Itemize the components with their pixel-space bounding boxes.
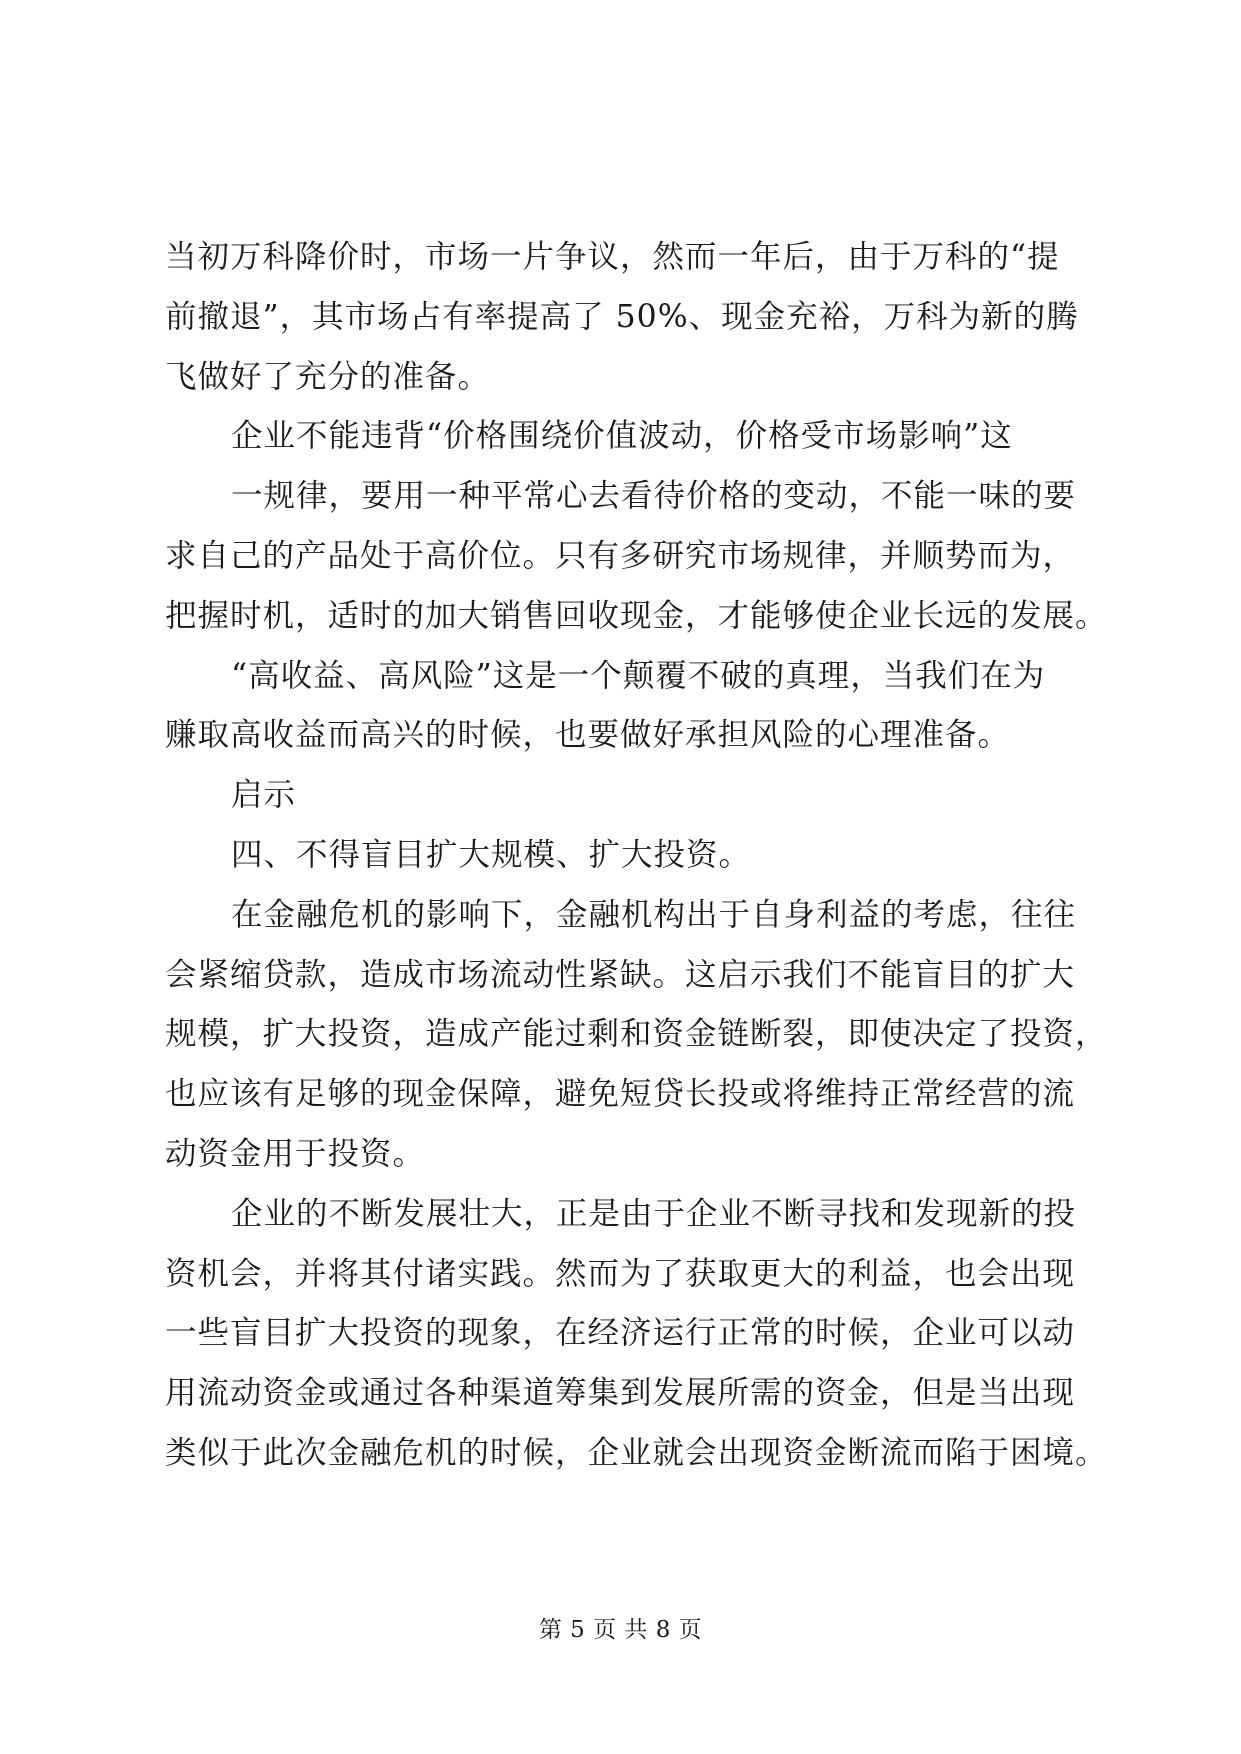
text-line: 飞做好了充分的准备。 — [165, 358, 491, 395]
text-line: 赚取高收益而高兴的时候，也要做好承担风险的心理准备。 — [165, 717, 1011, 754]
text-line: 规模，扩大投资，造成产能过剩和资金链断裂，即使决定了投资， — [165, 1016, 1108, 1053]
text-line: 用流动资金或通过各种渠道筹集到发展所需的资金，但是当出现 — [165, 1375, 1076, 1412]
text-line: 当初万科降价时，市场一片争议，然而一年后，由于万科的“提 — [165, 239, 1060, 275]
text-line: 前撤退”，其市场占有率提高了 50%、现金充裕，万科为新的腾 — [165, 298, 1079, 335]
text-line: 把握时机，适时的加大销售回收现金，才能够使企业长远的发展。 — [165, 597, 1108, 634]
document-body — [165, 228, 1108, 1484]
page-footer: 第 5 页 共 8 页 — [538, 1617, 703, 1643]
text-line: 企业不能违背“价格围绕价值波动，价格受市场影响”这 — [231, 418, 1013, 455]
text-line: “高收益、高风险”这是一个颠覆不破的真理，当我们在为 — [231, 657, 1046, 694]
text-line: 资机会，并将其付诸实践。然而为了获取更大的利益，也会出现 — [165, 1255, 1076, 1292]
text-line: 一些盲目扩大投资的现象，在经济运行正常的时候，企业可以动 — [165, 1315, 1076, 1352]
text-line: 动资金用于投资。 — [165, 1135, 426, 1172]
text-line: 启示 — [231, 777, 297, 814]
text-line: 一规律，要用一种平常心去看待价格的变动，不能一味的要 — [231, 478, 1077, 515]
text-line: 类似于此次金融危机的时候，企业就会出现资金断流而陷于困境。 — [165, 1434, 1108, 1471]
text-line: 在金融危机的影响下，金融机构出于自身利益的考虑，往往 — [231, 896, 1077, 933]
text-line: 企业的不断发展壮大，正是由于企业不断寻找和发现新的投 — [231, 1195, 1077, 1232]
text-line: 四、不得盲目扩大规模、扩大投资。 — [231, 836, 752, 873]
text-line: 求自己的产品处于高价位。只有多研究市场规律，并顺势而为， — [165, 537, 1076, 574]
text-line: 也应该有足够的现金保障，避免短贷长投或将维持正常经营的流 — [165, 1076, 1076, 1113]
text-line: 会紧缩贷款，造成市场流动性紧缺。这启示我们不能盲目的扩大 — [165, 956, 1076, 993]
